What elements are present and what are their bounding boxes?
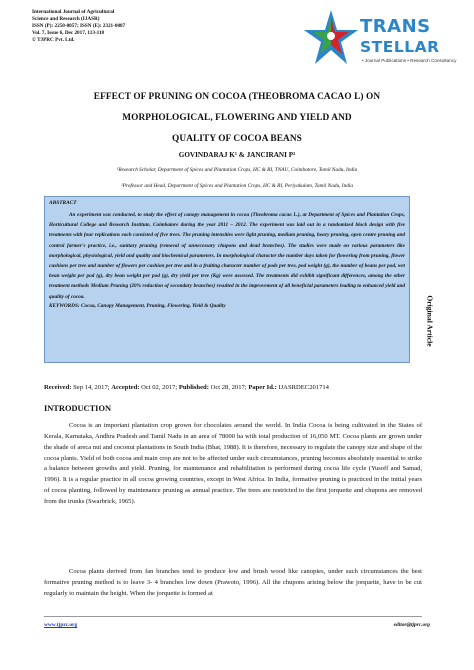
published-label: Published: — [178, 384, 209, 391]
accepted-label: Accepted: — [111, 384, 140, 391]
journal-issn: ISSN (P): 2250-0057; ISSN (E): 2321-0087 — [32, 23, 126, 29]
published-date: Oct 28, 2017; — [210, 384, 247, 391]
accepted-date: Oct 02, 2017; — [141, 384, 178, 391]
abstract-body: An experiment was conducted, to study the effect of canopy management in cocoa (Theobroma cacao L.), at Department of Spices and Plantation Crops, Horticultural College and Research Institute, Coimbatore during the year 2011 – 2012. The experiment was laid out in a randomized block design with five treatments with four replications each consisted of five trees. The pruning intensities were light pruning, medium pruning, heavy pruning, open centre pruning and control farmer's practice, i.e., sanitary pruning (removal of unnecessary chupons and dead branches). The studies were made on various parameters like morphological, physiological, yield and quality and biochemical parameters. In morphological character the number days taken for flowering from pruning, flower cushions per tree and number of flowers per cushion per tree and in a fruiting character number of pods per tree, pod weight (g), the number of beans per pod, wet bean weight per pod (g), dry bean weight per pod (g), dry yield per tree (Kg) were assessed. The treatments did exhibit significant differences, among the other treatment methods Medium Pruning (20% reduction of secondary branches) resulted in the improvement of all beneficial parameters leading to enhanced yield and quality of cocoa. — [49, 212, 405, 300]
logo-brand-line1: TRANS — [360, 16, 431, 37]
article-type-text: Original Article — [425, 295, 435, 347]
logo-brand-line2: STELLAR — [360, 38, 440, 56]
paper-title-line2: MORPHOLOGICAL, FLOWERING AND YIELD AND — [122, 113, 352, 123]
journal-name-line2: Science and Research (IJASR) — [32, 16, 100, 22]
journal-volume: Vol. 7, Issue 6, Dec 2017, 113-118 — [32, 30, 105, 36]
paper-id: IJASRDEC201714 — [278, 384, 329, 391]
abstract-box — [44, 196, 410, 363]
intro-paragraph-1: Cocoa is an important plantation crop grown for chocolates around the world. In India Cocoa is being cultivated in the States of Kerala, Karnataka, Andhra Pradesh and Tamil Nadu in an area of 78000 ha with total production of 16,050 MT. Cocoa plants are grown under the shade of areca nut and coconut plantations in South India (Bhat, 1988). It is therefore, necessary to regulate the canopy size and shape of the cocoa plants. Yield of both cocoa and main crop are not to be affected under such circumstances, pruning becomes absolutely essential to strike a balance between growths and yield. Pruning, for maintenance and rehabilitation is performed during cocoa life cycle (Yusoff and Samad, 1996). It is a regular practice in all cocoa growing countries, except in West Africa. In India, formative pruning is practiced in the initial years of cocoa planting, followed by maintenance pruning as annual practice. The trees are restricted to the first jorquette and chupons are removed from the trunks (Swarbrick, 1965). — [44, 422, 422, 505]
journal-header — [32, 9, 272, 44]
logo-tagline: • Journal Publications • Research Consultancy — [362, 58, 457, 63]
trans-stellar-logo — [302, 8, 457, 72]
intro-paragraph-2: Cocoa plants derived from fan branches tend to produce low and brush wood like canopies, under such circumstances the best formative pruning method is to leave 3- 4 branches low down (Prawoto, 1996). All the chupons arising below the jorquette, have to be cut regularly to maintain the height. When the jorquette is formed at — [44, 568, 422, 597]
paper-authors: GOVINDARAJ K¹ & JANCIRANI P² — [178, 151, 296, 159]
received-label: Received: — [44, 384, 72, 391]
abstract-heading: ABSTRACT — [49, 200, 77, 206]
footer-divider — [44, 616, 422, 617]
footer-website-link[interactable]: www.tjprc.org — [44, 622, 78, 628]
paper-id-label: Paper Id.: — [248, 384, 277, 391]
footer-email: editor@tjprc.org — [393, 622, 430, 628]
received-date: Sep 14, 2017; — [73, 384, 110, 391]
affiliation-1: ¹Research Scholar, Department of Spices and Plantation Crops, HC & RI, TNAU, Coimbatore, Tamil Nadu, India — [116, 167, 358, 173]
journal-copyright: © TJPRC Pvt. Ltd. — [32, 37, 75, 43]
affiliation-2: ²Professor and Head, Department of Spices and Plantation Crops, HC & RI, Periyakulam, Tamil Nadu, India — [121, 183, 353, 189]
abstract-keywords: KEYWORDS: Cocoa, Canopy Management, Pruning, Flowering, Yield & Quality — [49, 302, 226, 309]
journal-name-line1: International Journal of Agricultural — [32, 9, 115, 15]
paper-title-line1: EFFECT OF PRUNING ON COCOA (THEOBROMA CACAO L) ON — [93, 92, 381, 102]
star-emblem-icon — [302, 8, 360, 68]
article-type-label — [425, 276, 435, 366]
paper-title-line3: QUALITY OF COCOA BEANS — [172, 134, 302, 144]
section-heading-introduction: INTRODUCTION — [44, 404, 112, 413]
publication-dates — [44, 384, 329, 391]
